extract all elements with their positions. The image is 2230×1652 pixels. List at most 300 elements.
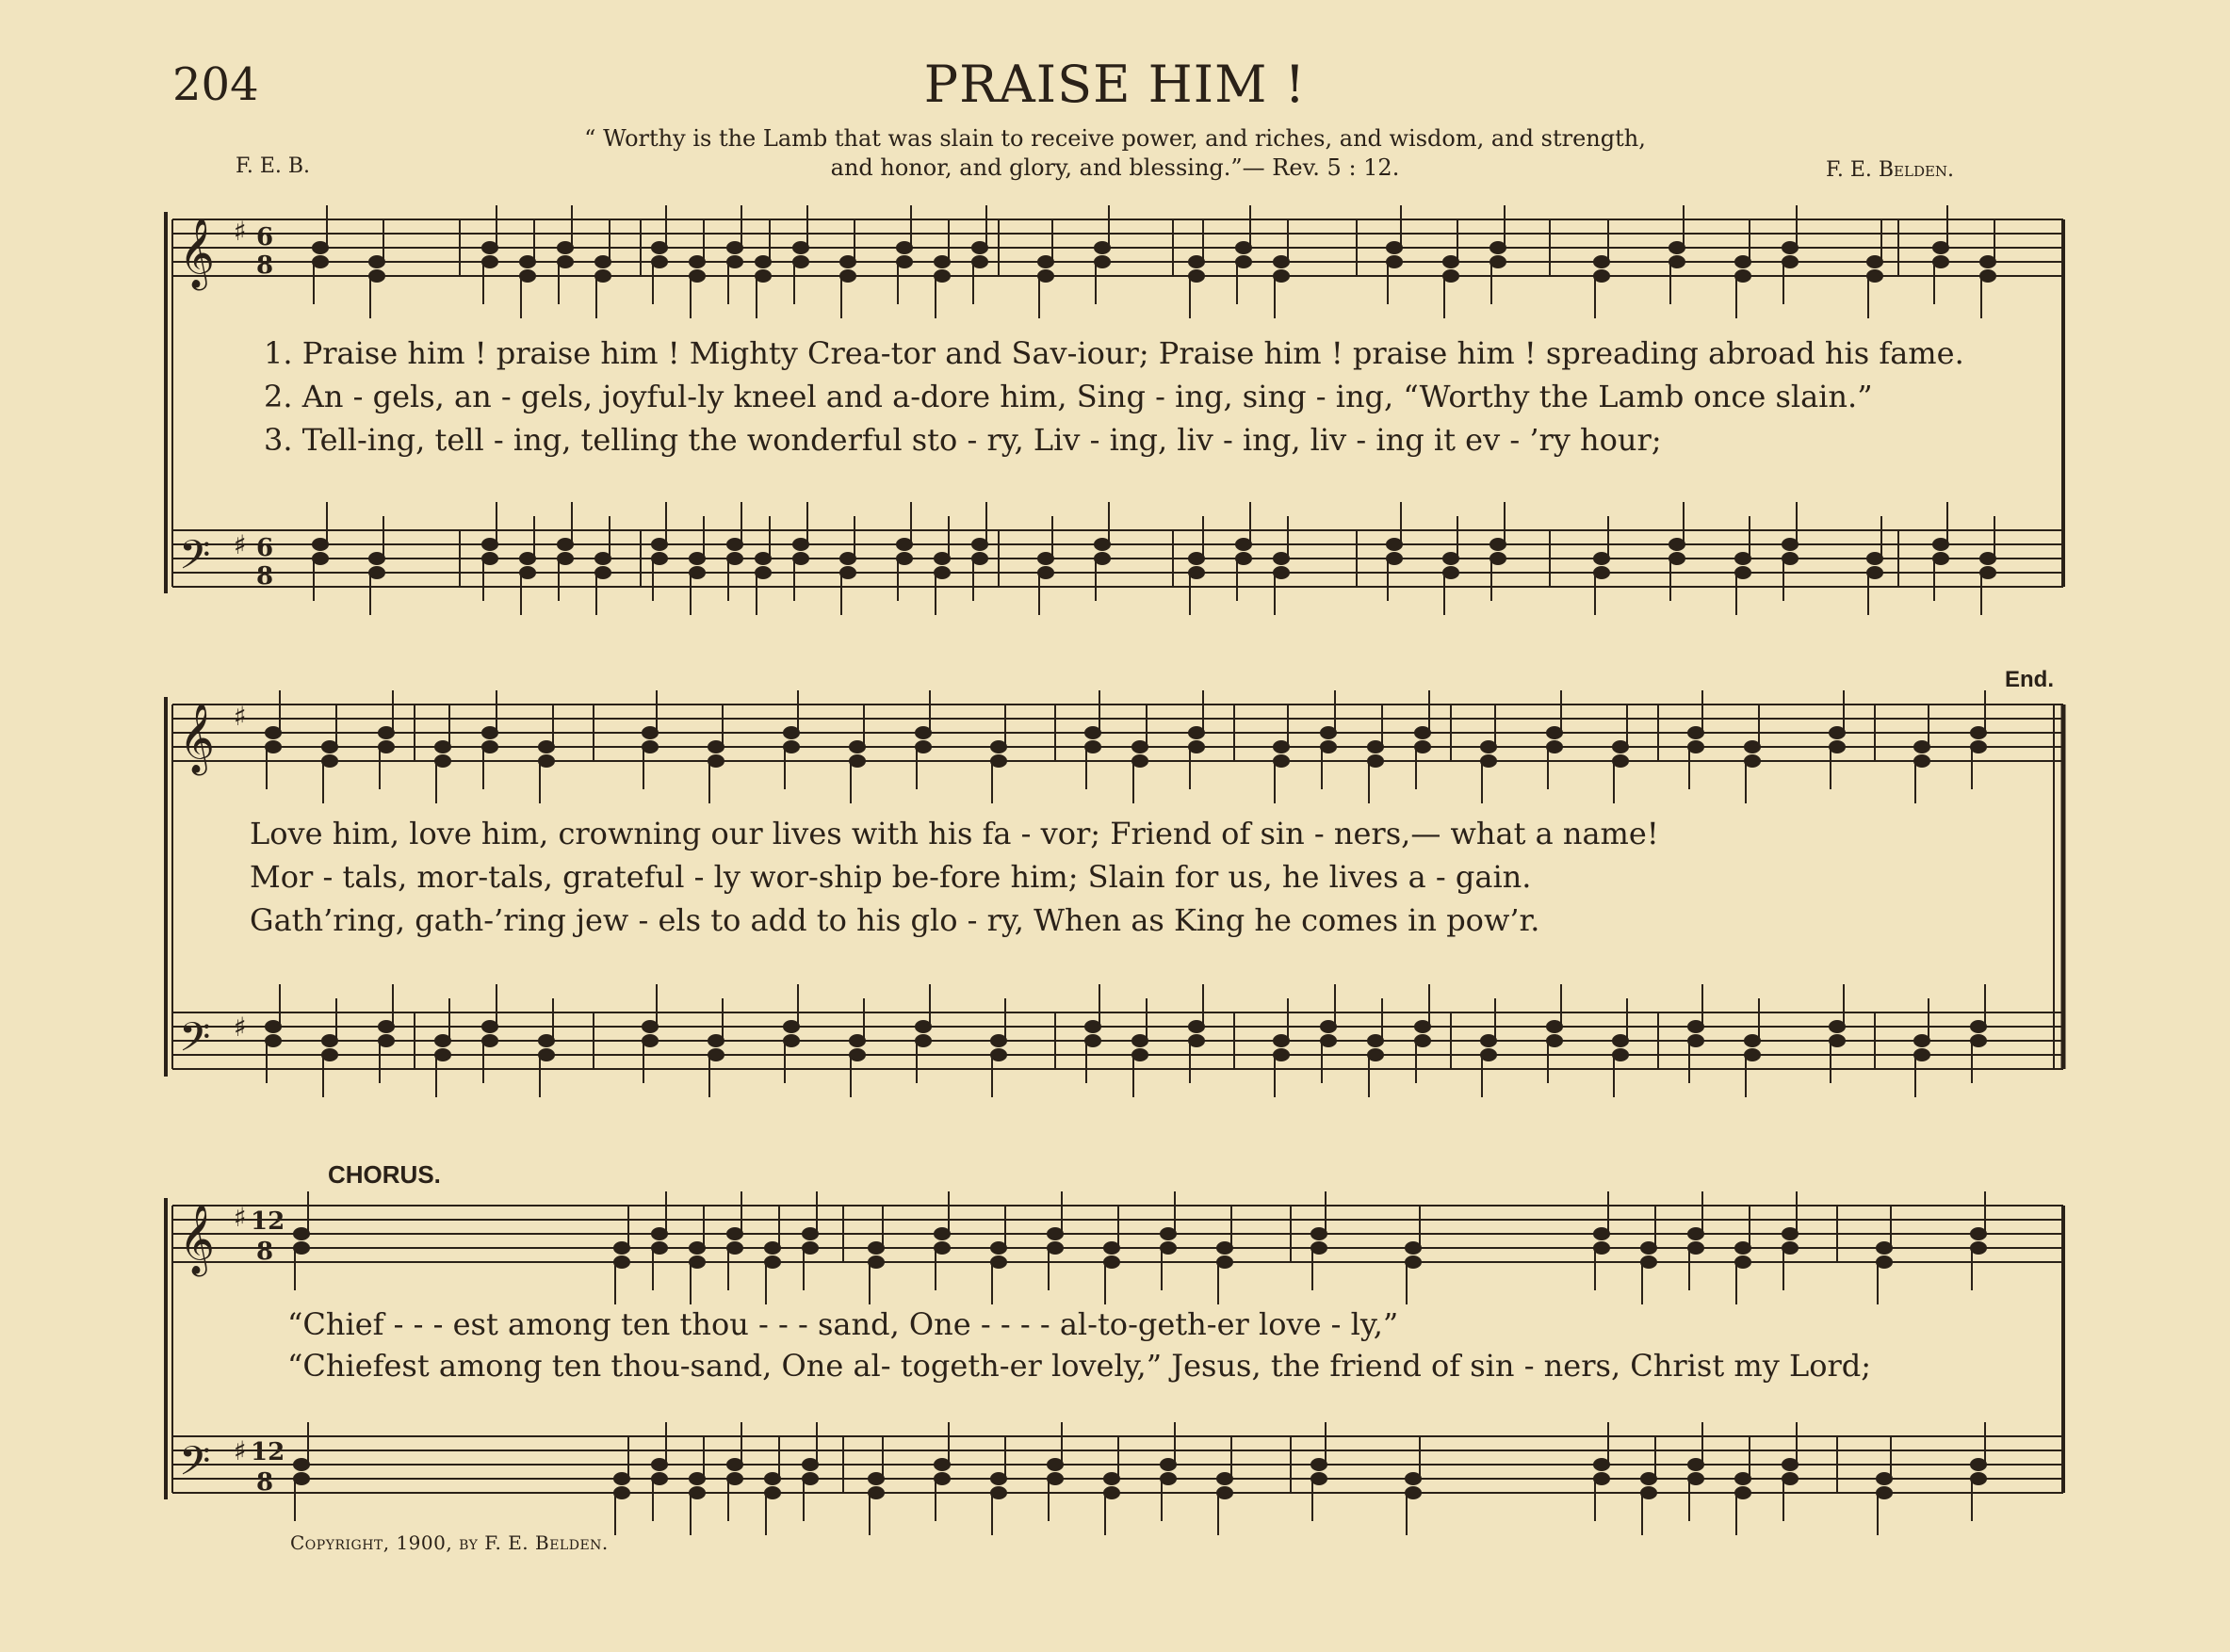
notehead [690, 1256, 705, 1268]
notehead [1867, 256, 1882, 267]
notehead [1613, 1049, 1628, 1061]
notehead [1387, 553, 1402, 564]
notehead [803, 1242, 818, 1254]
notehead [1104, 1256, 1119, 1268]
notehead [1443, 256, 1458, 267]
chorus-lyrics [287, 1304, 1871, 1386]
notehead [756, 256, 771, 267]
treble-clef-icon: 𝄞 [179, 1205, 215, 1274]
notehead [1547, 1021, 1562, 1032]
end-label: End. [2005, 667, 2054, 692]
notehead [1735, 1256, 1750, 1268]
notehead [266, 741, 281, 753]
notehead [652, 256, 667, 267]
system2-lyrics [250, 812, 1659, 942]
notehead [916, 1021, 931, 1032]
system1-bass-staff [172, 530, 2063, 587]
notehead [1443, 553, 1458, 564]
notehead [727, 1242, 742, 1254]
time-sig-bottom: 8 [256, 1468, 274, 1497]
notehead [482, 741, 497, 753]
bass-clef-icon: 𝄢 [179, 1438, 211, 1495]
notehead [294, 1228, 309, 1239]
time-sig-top: 12 [251, 1207, 285, 1236]
notehead [991, 1487, 1006, 1498]
notehead [1443, 270, 1458, 282]
notehead [1415, 727, 1430, 738]
notehead [1217, 1473, 1232, 1484]
notehead [539, 755, 554, 767]
notehead [614, 1487, 629, 1498]
notehead [1980, 256, 1995, 267]
notehead [379, 1021, 394, 1032]
notehead [793, 539, 808, 550]
notehead [972, 242, 987, 253]
notehead [1830, 1035, 1845, 1046]
notehead [1406, 1256, 1421, 1268]
notehead [727, 256, 742, 267]
treble-clef-icon: 𝄞 [179, 704, 215, 773]
notehead [991, 755, 1006, 767]
notehead [1038, 567, 1053, 578]
notehead [708, 1035, 724, 1046]
notehead [1085, 1021, 1100, 1032]
notehead [708, 741, 724, 753]
notehead [1688, 1021, 1703, 1032]
notehead [482, 1035, 497, 1046]
notehead [793, 553, 808, 564]
notehead [1104, 1487, 1119, 1498]
chorus-label: CHORUS. [328, 1160, 441, 1189]
notehead [727, 242, 742, 253]
notehead [935, 553, 950, 564]
notehead [935, 1473, 950, 1484]
notehead [652, 1228, 667, 1239]
notehead [1161, 1242, 1176, 1254]
notehead [1104, 1242, 1119, 1254]
notehead [482, 242, 497, 253]
notehead [313, 553, 328, 564]
notehead [1669, 553, 1685, 564]
notehead [1933, 553, 1948, 564]
notehead [595, 553, 610, 564]
notehead [558, 256, 573, 267]
notehead [756, 567, 771, 578]
notehead [369, 567, 384, 578]
notehead [1048, 1242, 1063, 1254]
sharp-icon: ♯ [234, 1435, 247, 1466]
epigraph-line-2: and honor, and glory, and blessing.”— Rev. 5 : 12. [830, 154, 1400, 181]
notehead [1406, 1473, 1421, 1484]
notehead [1688, 1035, 1703, 1046]
notehead [1782, 1459, 1798, 1470]
notehead [1971, 1473, 1986, 1484]
notehead [520, 256, 535, 267]
bass-clef-icon: 𝄢 [179, 532, 211, 589]
notehead [1189, 553, 1204, 564]
notehead [840, 270, 855, 282]
notehead [840, 567, 855, 578]
notehead [1669, 539, 1685, 550]
notehead [1594, 1459, 1609, 1470]
notehead [294, 1459, 309, 1470]
notehead [1688, 1242, 1703, 1254]
notehead [991, 1049, 1006, 1061]
notehead [991, 1035, 1006, 1046]
notehead [1688, 1473, 1703, 1484]
notehead [1406, 1242, 1421, 1254]
notehead [1387, 242, 1402, 253]
notehead [1669, 242, 1685, 253]
notehead [1830, 1021, 1845, 1032]
time-sig-top: 6 [256, 534, 274, 562]
sharp-icon: ♯ [234, 529, 247, 560]
notehead [765, 1473, 780, 1484]
notehead [1877, 1242, 1892, 1254]
notehead [1980, 567, 1995, 578]
notehead [1368, 755, 1383, 767]
notehead [1688, 1228, 1703, 1239]
notehead [1189, 256, 1204, 267]
notehead [1641, 1242, 1656, 1254]
notehead [313, 242, 328, 253]
notehead [897, 256, 912, 267]
notehead [1189, 567, 1204, 578]
notehead [1189, 1035, 1204, 1046]
notehead [1933, 256, 1948, 267]
verse1-line: 1. Praise him ! praise him ! Mighty Crea-tor and Sav-iour; Praise him ! praise him ! spreading abroad his fame. [264, 335, 1964, 371]
epigraph-line-1: “ Worthy is the Lamb that was slain to receive power, and riches, and wisdom, and strength, [584, 125, 1646, 152]
notehead [558, 539, 573, 550]
notehead [1980, 553, 1995, 564]
notehead [294, 1473, 309, 1484]
notehead [1782, 1473, 1798, 1484]
notehead [1406, 1487, 1421, 1498]
notehead [1914, 755, 1929, 767]
notehead [1914, 741, 1929, 753]
notehead [1274, 567, 1289, 578]
notehead [1236, 539, 1251, 550]
notehead [1274, 755, 1289, 767]
notehead [1161, 1459, 1176, 1470]
notehead [850, 755, 865, 767]
notehead [897, 539, 912, 550]
notehead [1594, 256, 1609, 267]
notehead [482, 727, 497, 738]
notehead [652, 553, 667, 564]
notehead [1095, 539, 1110, 550]
notehead [1189, 270, 1204, 282]
notehead [850, 741, 865, 753]
hymn-title: PRAISE HIM ! [923, 55, 1307, 114]
notehead [482, 1021, 497, 1032]
notehead [1048, 1473, 1063, 1484]
notehead [1274, 741, 1289, 753]
chorus-line-1: “Chief - - - est among ten thou - - - sand, One - - - - al-to-geth-er love - ly,” [287, 1306, 1399, 1342]
notehead [727, 1473, 742, 1484]
notehead [643, 1021, 658, 1032]
notehead [1038, 553, 1053, 564]
notehead [935, 1459, 950, 1470]
notehead [435, 741, 450, 753]
notehead [708, 1049, 724, 1061]
notehead [369, 270, 384, 282]
notehead [1217, 1256, 1232, 1268]
notehead [935, 270, 950, 282]
notehead [322, 1035, 337, 1046]
verse2-line: Mor - tals, mor-tals, grateful - ly wor-ship be-fore him; Slain for us, he lives a - gain. [250, 859, 1532, 895]
notehead [1481, 1049, 1496, 1061]
notehead [869, 1473, 884, 1484]
notehead [972, 553, 987, 564]
notehead [1038, 270, 1053, 282]
notehead [1189, 741, 1204, 753]
notehead [595, 256, 610, 267]
notehead [1613, 741, 1628, 753]
notehead [1782, 553, 1798, 564]
notehead [1971, 1021, 1986, 1032]
notehead [765, 1487, 780, 1498]
notehead [972, 256, 987, 267]
notehead [784, 727, 799, 738]
notehead [727, 553, 742, 564]
notehead [1867, 553, 1882, 564]
sharp-icon: ♯ [234, 701, 247, 732]
notehead [1085, 727, 1100, 738]
notehead [727, 1228, 742, 1239]
notehead [1782, 242, 1798, 253]
notehead [708, 755, 724, 767]
notehead [266, 1035, 281, 1046]
notehead [1490, 553, 1506, 564]
notehead [784, 741, 799, 753]
notehead [793, 256, 808, 267]
notehead [1877, 1473, 1892, 1484]
notehead [558, 553, 573, 564]
notehead [897, 242, 912, 253]
notehead [1236, 242, 1251, 253]
notehead [1274, 256, 1289, 267]
notehead [482, 539, 497, 550]
notehead [1368, 1049, 1383, 1061]
notehead [1613, 1035, 1628, 1046]
notehead [916, 741, 931, 753]
notehead [1735, 270, 1750, 282]
notehead [972, 539, 987, 550]
notehead [690, 1473, 705, 1484]
notehead [369, 256, 384, 267]
notehead [1782, 256, 1798, 267]
notehead [1830, 727, 1845, 738]
notehead [652, 1473, 667, 1484]
notehead [765, 1242, 780, 1254]
notehead [1217, 1242, 1232, 1254]
notehead [1867, 567, 1882, 578]
notehead [1594, 553, 1609, 564]
notehead [1782, 539, 1798, 550]
notehead [435, 1035, 450, 1046]
notehead [1933, 539, 1948, 550]
notehead [1161, 1228, 1176, 1239]
notehead [1481, 741, 1496, 753]
notehead [1415, 1035, 1430, 1046]
notehead [1132, 741, 1148, 753]
music-author: F. E. Belden. [1826, 158, 1955, 182]
notehead [1688, 727, 1703, 738]
notehead [1745, 755, 1760, 767]
notehead [322, 741, 337, 753]
notehead [690, 270, 705, 282]
notehead [1641, 1473, 1656, 1484]
notehead [897, 553, 912, 564]
notehead [520, 567, 535, 578]
notehead [266, 727, 281, 738]
treble-clef-icon: 𝄞 [179, 219, 215, 288]
notehead [916, 727, 931, 738]
notehead [1095, 242, 1110, 253]
notehead [1387, 256, 1402, 267]
sharp-icon: ♯ [234, 216, 247, 247]
notehead [727, 539, 742, 550]
notehead [1311, 1242, 1327, 1254]
notehead [1321, 727, 1336, 738]
notehead [935, 567, 950, 578]
verse3-line: 3. Tell-ing, tell - ing, telling the wonderful sto - ry, Liv - ing, liv - ing, liv - ing it ev - ’ry hour; [264, 422, 1662, 458]
notehead [1481, 755, 1496, 767]
page-number: 204 [172, 58, 259, 111]
notehead [1236, 256, 1251, 267]
time-sig-bottom: 8 [256, 562, 274, 591]
notehead [1971, 1242, 1986, 1254]
notehead [1867, 270, 1882, 282]
notehead [869, 1487, 884, 1498]
chorus-line-2: “Chiefest among ten thou-sand, One al- togeth-er lovely,” Jesus, the friend of sin - ners, Christ my Lord; [287, 1348, 1872, 1384]
notehead [850, 1035, 865, 1046]
notehead [1321, 741, 1336, 753]
notehead [595, 270, 610, 282]
notehead [1971, 741, 1986, 753]
notehead [652, 539, 667, 550]
notehead [1735, 1242, 1750, 1254]
notehead [1735, 553, 1750, 564]
notehead [1877, 1487, 1892, 1498]
notehead [614, 1242, 629, 1254]
notehead [869, 1256, 884, 1268]
notehead [520, 553, 535, 564]
notehead [1095, 553, 1110, 564]
notehead [1189, 1021, 1204, 1032]
notehead [1236, 553, 1251, 564]
notehead [690, 567, 705, 578]
notehead [1745, 741, 1760, 753]
notehead [869, 1242, 884, 1254]
notehead [1415, 1021, 1430, 1032]
notehead [369, 553, 384, 564]
notehead [803, 1473, 818, 1484]
notehead [756, 270, 771, 282]
notehead [294, 1242, 309, 1254]
notehead [991, 1256, 1006, 1268]
time-sig-bottom: 8 [256, 251, 274, 280]
notehead [1481, 1035, 1496, 1046]
verse1-line: Love him, love him, crowning our lives with his fa - vor; Friend of sin - ners,— what a name! [250, 816, 1659, 851]
notehead [652, 1459, 667, 1470]
notehead [690, 1487, 705, 1498]
notehead [1490, 539, 1506, 550]
notehead [1048, 1228, 1063, 1239]
notehead [991, 1242, 1006, 1254]
notehead [322, 755, 337, 767]
notehead [435, 755, 450, 767]
notehead [558, 242, 573, 253]
notehead [991, 1473, 1006, 1484]
notehead [916, 1035, 931, 1046]
notehead [1311, 1473, 1327, 1484]
notehead [1321, 1021, 1336, 1032]
notehead [1104, 1473, 1119, 1484]
notehead [784, 1021, 799, 1032]
time-sig-top: 6 [256, 223, 274, 251]
notehead [840, 553, 855, 564]
notehead [539, 1049, 554, 1061]
notehead [1594, 567, 1609, 578]
notehead [1971, 1228, 1986, 1239]
sharp-icon: ♯ [234, 1202, 247, 1233]
notehead [1321, 1035, 1336, 1046]
notehead [1490, 256, 1506, 267]
notehead [840, 256, 855, 267]
notehead [643, 727, 658, 738]
notehead [1085, 1035, 1100, 1046]
verse2-line: 2. An - gels, an - gels, joyful-ly kneel and a-dore him, Sing - ing, sing - ing, “Worthy the Lamb once slain.” [264, 379, 1873, 414]
notehead [1217, 1487, 1232, 1498]
notehead [935, 1242, 950, 1254]
notehead [379, 727, 394, 738]
notehead [803, 1459, 818, 1470]
bass-clef-icon: 𝄢 [179, 1014, 211, 1071]
notehead [1594, 1228, 1609, 1239]
notehead [765, 1256, 780, 1268]
time-sig-bottom: 8 [256, 1238, 274, 1266]
notehead [1274, 1049, 1289, 1061]
notehead [803, 1228, 818, 1239]
notehead [690, 1242, 705, 1254]
notehead [690, 553, 705, 564]
notehead [652, 1242, 667, 1254]
notehead [1547, 741, 1562, 753]
notehead [1735, 1487, 1750, 1498]
notehead [1980, 270, 1995, 282]
copyright-notice: Copyright, 1900, by F. E. Belden. [290, 1531, 609, 1554]
notehead [1971, 1035, 1986, 1046]
sharp-icon: ♯ [234, 1012, 247, 1043]
notehead [935, 1228, 950, 1239]
notehead [1547, 727, 1562, 738]
notehead [435, 1049, 450, 1061]
notehead [1594, 1242, 1609, 1254]
notehead [1274, 553, 1289, 564]
notehead [313, 539, 328, 550]
notehead [1594, 1473, 1609, 1484]
notehead [1933, 242, 1948, 253]
notehead [1735, 1473, 1750, 1484]
notehead [1161, 1473, 1176, 1484]
time-sig-top: 12 [251, 1438, 285, 1466]
notehead [1132, 755, 1148, 767]
notehead [1641, 1487, 1656, 1498]
notehead [643, 741, 658, 753]
notehead [1048, 1459, 1063, 1470]
